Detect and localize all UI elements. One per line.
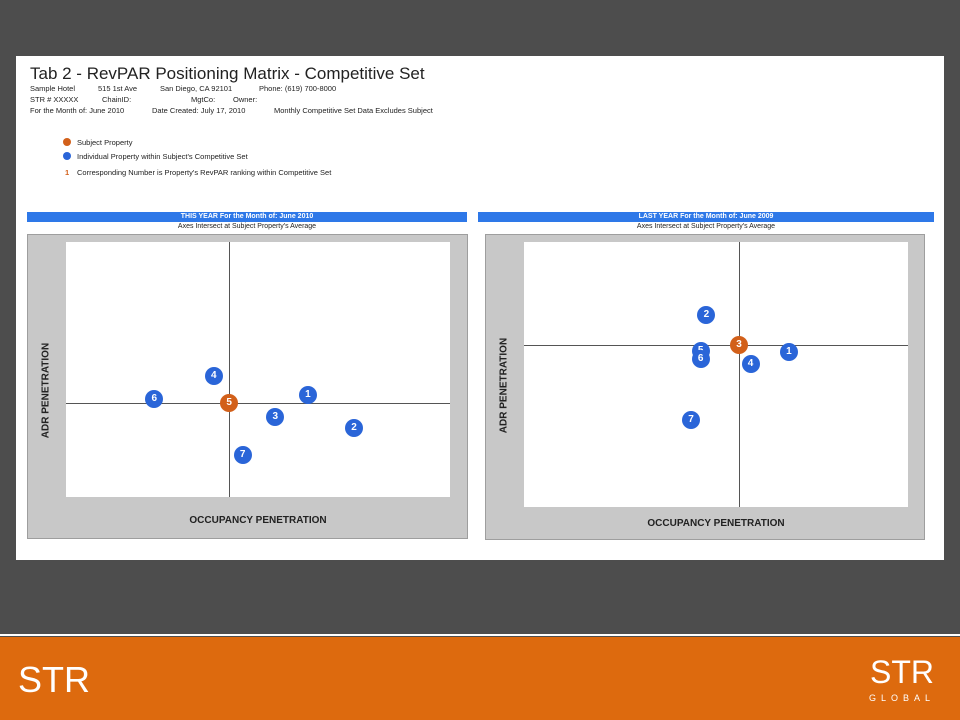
last-year-x-axis xyxy=(524,345,908,346)
this-year-plot-area xyxy=(66,242,450,497)
last-year-y-axis xyxy=(739,242,740,507)
str-global-logo xyxy=(864,653,940,707)
competitor-marker-1: 1 xyxy=(299,386,317,404)
page-title: Tab 2 - RevPAR Positioning Matrix - Competitive Set xyxy=(30,64,425,83)
competitor-marker-3: 3 xyxy=(266,408,284,426)
last-year-subtitle: Axes Intersect at Subject Property's Average xyxy=(636,223,776,230)
last-year-plot-area xyxy=(524,242,908,507)
legend-individual-label: Individual Property within Subject's Competitive Set xyxy=(77,152,248,161)
report-sheet xyxy=(16,56,944,560)
legend-number-label: Corresponding Number is Property's RevPAR ranking within Competitive Set xyxy=(77,168,332,177)
competitor-marker-1: 1 xyxy=(780,343,798,361)
svg-text:GLOBAL: GLOBAL xyxy=(868,693,936,703)
this-year-chart-frame xyxy=(27,234,468,539)
owner: Owner: xyxy=(233,95,258,104)
str-logo xyxy=(18,659,90,699)
legend-subject-label: Subject Property xyxy=(77,138,133,147)
this-year-x-label: OCCUPANCY PENETRATION xyxy=(189,515,327,526)
this-year-x-axis xyxy=(66,403,450,404)
competitor-marker-7: 7 xyxy=(682,411,700,429)
competitor-marker-7: 7 xyxy=(234,446,252,464)
footer-divider xyxy=(0,634,960,636)
svg-text:STR: STR xyxy=(870,654,934,690)
subject-marker-5: 5 xyxy=(220,394,238,412)
hotel-ids-row xyxy=(30,95,630,105)
subject-marker-3: 3 xyxy=(730,336,748,354)
date-created: Date Created: July 17, 2010 xyxy=(152,106,246,115)
competitor-marker-2: 2 xyxy=(345,419,363,437)
this-year-y-label: ADR PENETRATION xyxy=(40,342,52,439)
last-year-y-label: ADR PENETRATION xyxy=(498,337,510,434)
competitor-marker-2: 2 xyxy=(697,306,715,324)
last-year-header: LAST YEAR For the Month of: June 2009 xyxy=(478,212,934,222)
legend-number-marker: 1 xyxy=(65,168,70,177)
last-year-x-label: OCCUPANCY PENETRATION xyxy=(647,518,785,529)
subject-dot-icon xyxy=(63,138,71,146)
this-year-y-axis xyxy=(229,242,230,497)
hotel-info-row xyxy=(30,84,630,94)
competitor-marker-6: 6 xyxy=(145,390,163,408)
this-year-subtitle: Axes Intersect at Subject Property's Average xyxy=(177,223,317,230)
data-note: Monthly Competitive Set Data Excludes Subject xyxy=(274,106,433,115)
legend-number xyxy=(63,168,463,178)
competitor-marker-4: 4 xyxy=(742,355,760,373)
legend-individual xyxy=(63,152,463,162)
hotel-name: Sample Hotel xyxy=(30,84,76,93)
svg-text:STR: STR xyxy=(18,659,90,699)
report-month: For the Month of: June 2010 xyxy=(30,106,125,115)
competitor-marker-4: 4 xyxy=(205,367,223,385)
last-year-chart-frame xyxy=(485,234,925,540)
hotel-city: San Diego, CA 92101 xyxy=(160,84,233,93)
legend-subject xyxy=(63,138,463,148)
str-number: STR # XXXXX xyxy=(30,95,79,104)
hotel-phone: Phone: (619) 700-8000 xyxy=(259,84,337,93)
hotel-address: 515 1st Ave xyxy=(98,84,138,93)
report-meta-row xyxy=(30,106,630,116)
this-year-header: THIS YEAR For the Month of: June 2010 xyxy=(27,212,467,222)
competitor-marker-6: 6 xyxy=(692,350,710,368)
chain-id: ChainID: xyxy=(102,95,132,104)
mgmt-co: MgtCo: xyxy=(191,95,216,104)
footer-bar xyxy=(0,637,960,720)
competitor-dot-icon xyxy=(63,152,71,160)
